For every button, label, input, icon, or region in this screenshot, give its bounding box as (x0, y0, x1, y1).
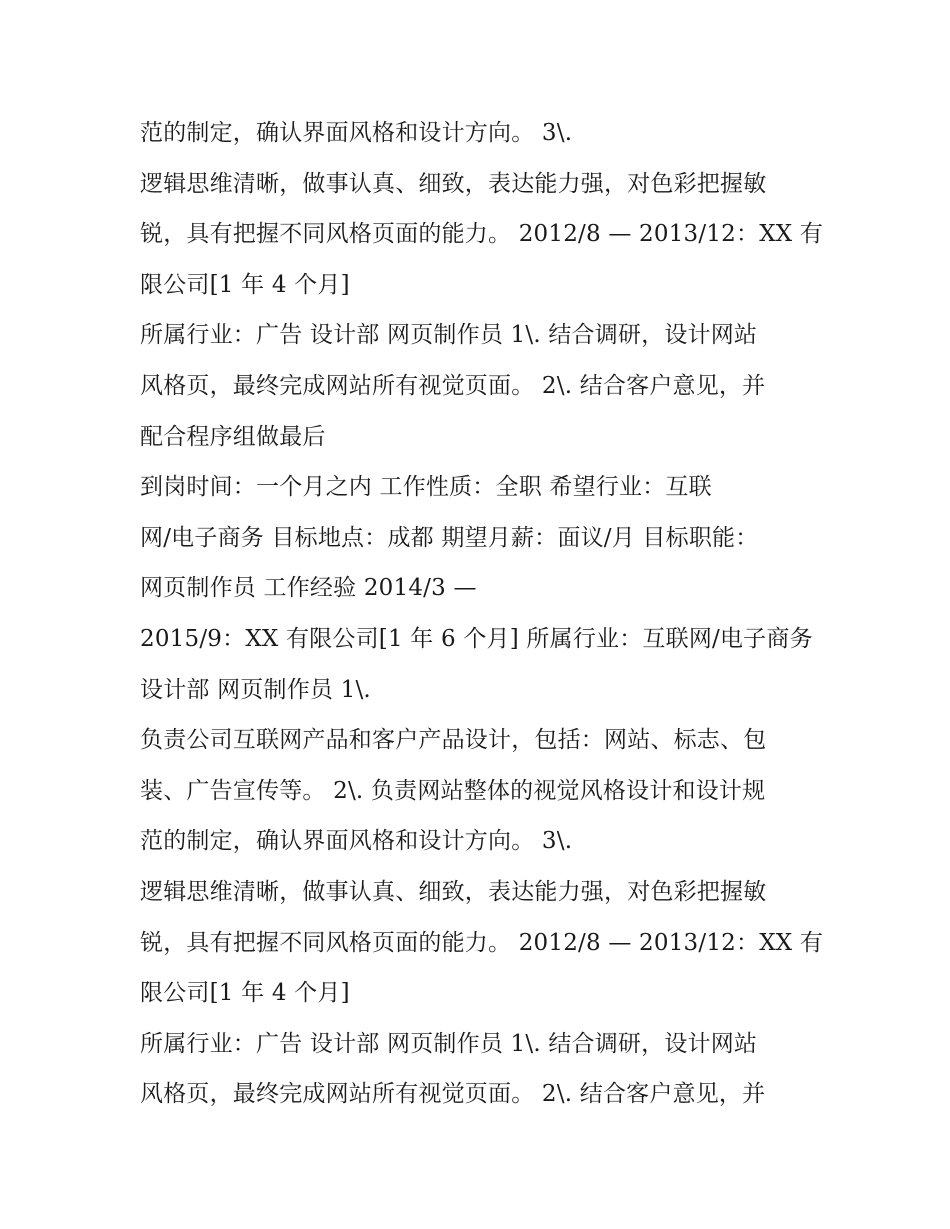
text-line: 锐，具有把握不同风格页面的能力。 2012/8 — 2013/12：XX 有 (140, 929, 824, 956)
text-line: 设计部 网页制作员 1\. (140, 676, 371, 703)
text-line: 装、广告宣传等。 2\. 负责网站整体的视觉风格设计和设计规 (140, 777, 766, 804)
text-line: 2015/9：XX 有限公司[1 年 6 个月] 所属行业：互联网/电子商务 (140, 625, 813, 652)
text-line: 逻辑思维清晰，做事认真、细致，表达能力强，对色彩把握敏 (140, 878, 767, 905)
text-line: 逻辑思维清晰，做事认真、细致，表达能力强，对色彩把握敏 (140, 170, 767, 197)
text-line: 负责公司互联网产品和客户产品设计，包括：网站、标志、包 (140, 727, 767, 754)
text-line: 范的制定，确认界面风格和设计方向。 3\. (140, 120, 573, 146)
text-line: 限公司[1 年 4 个月] (140, 271, 350, 298)
text-line: 配合程序组做最后 (140, 423, 326, 450)
text-line: 风格页，最终完成网站所有视觉页面。 2\. 结合客户意见，并 (140, 1081, 766, 1108)
text-line: 到岗时间：一个月之内 工作性质：全职 希望行业：互联 (140, 474, 712, 501)
resume-text-block (140, 108, 830, 1120)
text-line: 锐，具有把握不同风格页面的能力。 2012/8 — 2013/12：XX 有 (140, 221, 824, 248)
text-line: 限公司[1 年 4 个月] (140, 980, 350, 1007)
text-line: 网/电子商务 目标地点：成都 期望月薪：面议/月 目标职能： (140, 524, 759, 551)
text-line: 所属行业：广告 设计部 网页制作员 1\. 结合调研，设计网站 (140, 1030, 758, 1057)
text-line: 范的制定，确认界面风格和设计方向。 3\. (140, 828, 573, 855)
text-line: 所属行业：广告 设计部 网页制作员 1\. 结合调研，设计网站 (140, 322, 758, 349)
text-line: 风格页，最终完成网站所有视觉页面。 2\. 结合客户意见，并 (140, 372, 766, 399)
text-line: 网页制作员 工作经验 2014/3 — (140, 575, 477, 602)
